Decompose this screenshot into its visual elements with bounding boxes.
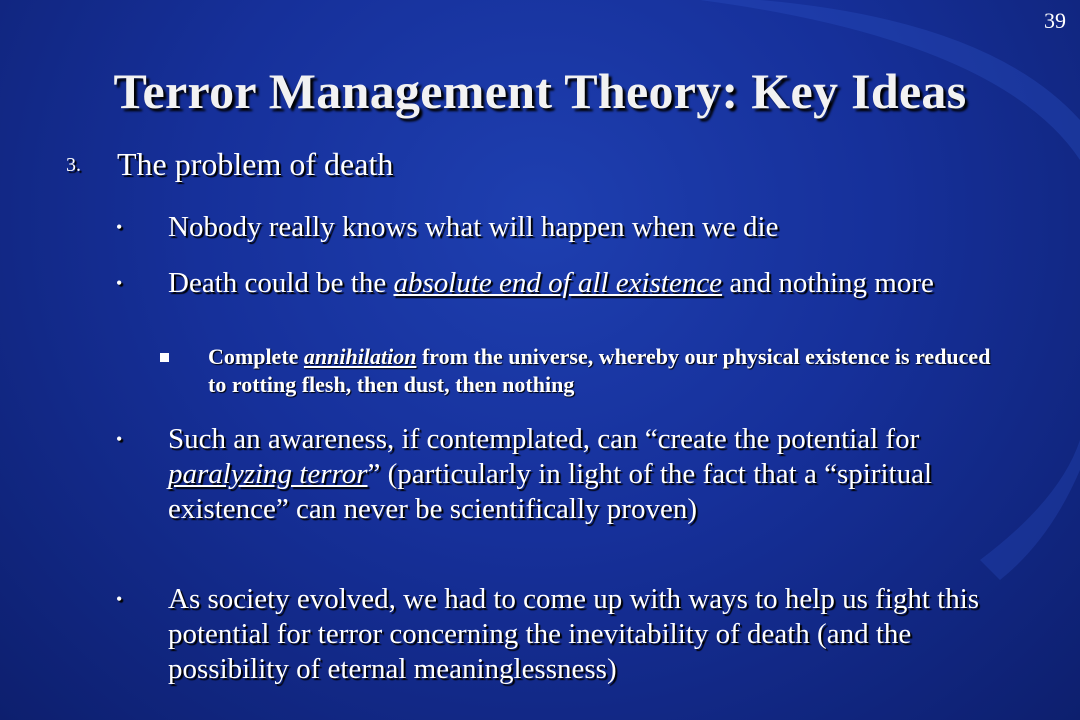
- slide-title: Terror Management Theory: Key Ideas: [113, 63, 967, 119]
- slide-number: 39: [1044, 8, 1066, 33]
- bullet-item: [116, 422, 1016, 527]
- bullet-item: [116, 210, 1016, 245]
- point-text: The problem of death: [117, 146, 394, 182]
- bullet-icon: •: [116, 429, 123, 449]
- sub-bullet-item: [160, 343, 1010, 399]
- bullet-text: As society evolved, we had to come up with ways to help us fight this potential for terror concerning the inevitability of death (and the possibility of eternal meaninglessness): [168, 583, 980, 685]
- bullet-item: [116, 582, 1016, 687]
- emphasis-text: annihilation: [303, 344, 417, 369]
- numbered-point: [66, 146, 393, 183]
- bullet-text: Death could be the absolute end of all existence and nothing more: [168, 267, 934, 299]
- emphasis-text: paralyzing terror: [168, 458, 368, 490]
- bullet-icon: •: [116, 273, 123, 293]
- point-number: 3.: [66, 154, 81, 176]
- bullet-icon: •: [116, 217, 123, 237]
- bullet-text: Such an awareness, if contemplated, can “create the potential for paralyzing terror” (particularly in light of the fact that a “spiritual existence” can never be scientifically proven): [168, 423, 933, 525]
- sub-bullet-text: Complete annihilation from the universe, whereby our physical existence is reduced to rotting flesh, then dust, then nothing: [208, 344, 991, 397]
- bullet-icon: •: [116, 589, 123, 609]
- emphasis-text: absolute end of all existence: [393, 267, 723, 299]
- square-bullet-icon: [160, 353, 169, 362]
- bullet-item: [116, 266, 1016, 301]
- bullet-text: Nobody really knows what will happen when we die: [168, 211, 779, 243]
